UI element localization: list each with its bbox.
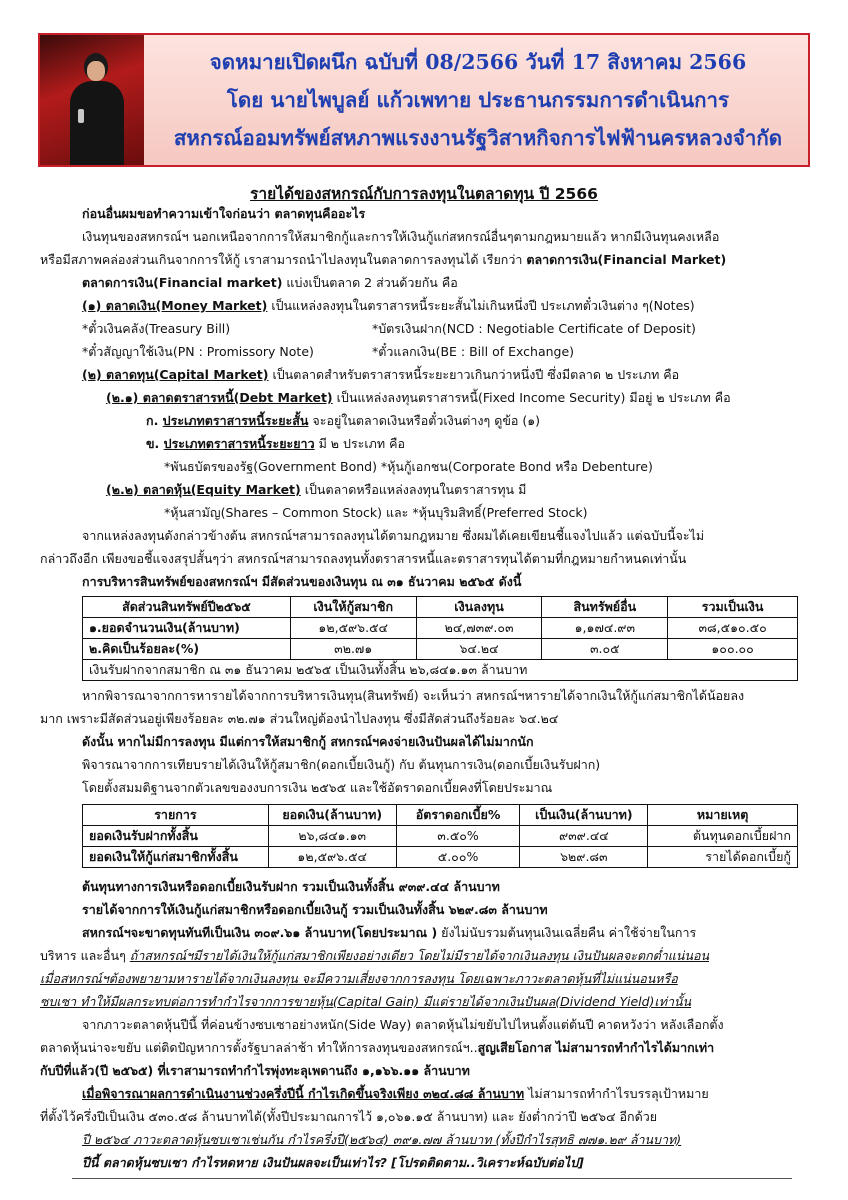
table-row [83,847,798,868]
market-split-line [82,274,458,292]
treasury-bill-item: *ตั๋วเงินคลัง(Treasury Bill) [82,321,231,336]
table-cell: ๙๓๙.๔๔ [520,826,648,847]
conclusion-line: ดังนั้น หากไม่มีการลงทุน มีแต่การให้สมาชิกกู้ สหกรณ์ฯคงจ่ายเงินปันผลได้ไม่มากนัก [82,734,534,749]
microphone-icon [78,109,84,123]
table-cell: ๖๔.๒๔ [416,639,542,660]
bond-types-line: *พันธบัตรของรัฐ(Government Bond) *หุ้นกู้เอกชน(Corporate Bond หรือ Debenture) [164,459,653,474]
table-cell: ๒.คิดเป็นร้อยละ(%) [83,639,291,660]
table-cell: ๒๖,๘๔๑.๑๓ [268,826,396,847]
short-term-marker: ก. [146,413,163,428]
table-row [83,639,798,660]
table-header-cell: อัตราดอกเบี้ย% [396,805,520,826]
equity-market-line [106,481,526,499]
page-title: รายได้ของสหกรณ์กับการลงทุนในตลาดทุน ปี 2566 [250,185,598,203]
financial-market-label: ตลาดการเงิน(Financial market) [82,275,283,290]
table-cell: ๓๘,๕๑๐.๕๐ [668,618,798,639]
table-header-cell: ยอดเงิน(ล้านบาท) [268,805,396,826]
capital-market-line [82,366,679,384]
asset-allocation-heading: การบริหารสินทรัพย์ของสหกรณ์ฯ มีสัดส่วนของเงินทุน ณ ๓๑ ธันวาคม ๒๕๖๕ ดังนี้ [82,574,522,589]
table-row [83,618,798,639]
stock-types-line: *หุ้นสามัญ(Shares – Common Stock) และ *หุ้นบุริมสิทธิ์(Preferred Stock) [164,505,588,520]
long-term-marker: ข. [146,436,164,451]
target-line: ที่ตั้งไว้ครึ่งปีเป็นเงิน ๕๓๐.๕๘ ล้านบาทได้(ทั้งปีประมาณการไว้ ๑,๐๖๑.๑๕ ล้านบาท) และ ยังต่ำกว่าปี ๒๕๖๔ อีกด้วย [40,1109,658,1124]
bill-of-exchange-item: *ตั๋วแลกเงิน(BE : Bill of Exchange) [372,344,575,359]
financial-market-term: ตลาดการเงิน(Financial Market) [526,252,727,267]
long-term-debt-line [146,435,405,453]
interest-comparison-table [82,804,798,868]
table-cell: ๑๒,๕๙๖.๕๔ [268,847,396,868]
admin-text: บริหาร และอื่นๆ [40,948,130,963]
para-1-line-1: เงินทุนของสหกรณ์ฯ นอกเหนือจากการให้สมาชิกกู้และการให้เงินกู้แก่สหกรณ์อื่นๆตามกฎหมายแล้ว หากมีเงินทุนคงเหลือ [82,229,720,244]
equity-market-text: เป็นตลาดหรือแหล่งลงทุนในตราสารทุน มี [300,482,527,497]
table-header-row [83,805,798,826]
short-term-debt-line [146,412,540,430]
table-header-cell: สัดส่วนสินทรัพย์ปี๒๕๖๕ [83,597,291,618]
para-1-line-2 [40,251,726,269]
table-header-cell: เงินลงทุน [416,597,542,618]
closing-line: ปีนี้ ตลาดหุ้นซบเซา กำไรหดหาย เงินปันผลจะเป็นเท่าไร? [โปรดติดตาม..วิเคราะห์ฉบับต่อไป] [82,1155,584,1170]
debt-market-text: เป็นแหล่งลงทุนตราสารหนี้(Fixed Income Security) มีอยู่ ๒ ประเภท คือ [332,390,731,405]
table-header-cell: สินทรัพย์อื่น [542,597,668,618]
comparison-line: พิจารณาจากการเทียบรายได้เงินให้กู้สมาชิก(ดอกเบี้ยเงินกู้) กับ ต้นทุนการเงิน(ดอกเบี้ยเงินรับฝาก) [82,757,601,772]
header-line-2: โดย นายไพบูลย์ แก้วเพทาย ประธานกรรมการดำเนินการ [226,88,730,112]
capital-market-label: (๒) ตลาดทุน(Capital Market) [82,367,269,382]
risk-line-2: ซบเซา ทำให้มีผลกระทบต่อการทำกำไรจากการขายหุ้น(Capital Gain) มีแต่รายได้จากเงินปันผล(Dividend Yield)เท่านั้น [40,994,692,1009]
table-header-cell: เป็นเงิน(ล้านบาท) [520,805,648,826]
table-header-cell: รวมเป็นเงิน [668,597,798,618]
table-cell: ๓๒.๗๑ [290,639,416,660]
banner-text [152,43,804,157]
ncd-item: *บัตรเงินฝาก(NCD : Negotiable Certificate of Deposit) [372,321,696,336]
photo-face [87,61,105,81]
promissory-note-item: *ตั๋วสัญญาใช้เงิน(PN : Promissory Note) [82,344,314,359]
table-header-cell: รายการ [83,805,269,826]
assumption-line: โดยตั้งสมมติฐานจากตัวเลขของงบการเงิน ๒๕๖๕ และใช้อัตราดอกเบี้ยคงที่โดยประมาณ [82,780,553,795]
table-cell: ยอดเงินให้กู้แก่สมาชิกทั้งสิ้น [83,847,269,868]
table-header-row [83,597,798,618]
table-footer-row [83,660,798,681]
para-2-line-2: กล่าวถึงอีก เพียงขอชี้แจงสรุปสั้นๆว่า สหกรณ์ฯสามารถลงทุนทั้งตราสารหนี้และตราสารทุนได้ตามที่กฎหมายกำหนดเท่านั้น [40,551,687,566]
market-line-1: จากภาวะตลาดหุ้นปีนี้ ที่ค่อนข้างซบเซาอย่างหนัก(Side Way) ตลาดหุ้นไม่ขยับไปไหนตั้งแต่ต้นปี คาดหวังว่า หลังเลือกตั้ง [82,1017,724,1032]
loss-note: ยังไม่นับรวมต้นทุนเงินเฉลี่ยคืน ค่าใช้จ่ายในการ [437,925,697,940]
table-cell: ๒๔,๗๓๙.๐๓ [416,618,542,639]
half-year-note: ไม่สามารถทำกำไรบรรลุเป้าหมาย [524,1086,709,1101]
header-line-1: จดหมายเปิดผนึก ฉบับที่ 08/2566 วันที่ 17 สิงหาคม 2566 [209,50,747,74]
bottom-rule [72,1178,792,1179]
table-cell: ๑๐๐.๐๐ [668,639,798,660]
half-year-profit: เมื่อพิจารณาผลการดำเนินงานช่วงครึ่งปีนี้ กำไรเกิดขึ้นจริงเพียง ๓๒๔.๘๘ ล้านบาท [82,1086,525,1101]
table-header-cell: เงินให้กู้สมาชิก [290,597,416,618]
equity-market-label: (๒.๒) ตลาดหุ้น(Equity Market) [106,482,301,497]
money-market-text: เป็นแหล่งลงทุนในตราสารหนี้ระยะสั้นไม่เกินหนึ่งปี ประเภทตั๋วเงินต่าง ๆ(Notes) [267,298,695,313]
table-cell: ๖๒๙.๘๓ [520,847,648,868]
money-market-label: (๑) ตลาดเงิน(Money Market) [82,298,268,313]
header-line-3: สหกรณ์ออมทรัพย์สหภาพแรงงานรัฐวิสาหกิจการไฟฟ้านครหลวงจำกัด [173,126,783,150]
para-3-line-1: หากพิจารณาจากการหารายได้จากการบริหารเงินทุน(สินทรัพย์) จะเห็นว่า สหกรณ์ฯหารายได้จากเงินให้กู้แก่สมาชิกได้น้อยลง [82,688,745,703]
cost-total-line: ต้นทุนทางการเงินหรือดอกเบี้ยเงินรับฝาก รวมเป็นเงินทั้งสิ้น ๙๓๙.๔๔ ล้านบาท [82,879,500,894]
table-cell: ยอดเงินรับฝากทั้งสิ้น [83,826,269,847]
last-year-profit-line: กับปีที่แล้ว(ปี ๒๕๖๕) ที่เราสามารถทำกำไรพุ่งทะลุเพดานถึง ๑,๑๖๖.๑๑ ล้านบาท [40,1063,470,1078]
header-banner [38,33,810,167]
long-term-debt-label: ประเภทตราสารหนี้ระยะยาว [163,436,315,451]
chairman-photo [40,35,144,165]
debt-market-label: (๒.๑) ตลาดตราสารหนี้(Debt Market) [106,390,333,405]
table-row [83,826,798,847]
table-cell: รายได้ดอกเบี้ยกู้ [648,847,798,868]
table-cell: ๓.๐๕ [542,639,668,660]
risk-line-1: เมื่อสหกรณ์ฯต้องพยายามหารายได้จากเงินลงทุน จะมีความเสี่ยงจากการลงทุน โดยเฉพาะภาวะตลาดหุ้นที่ไม่แน่นอนหรือ [40,971,678,986]
table-cell: ๑.ยอดจำนวนเงิน(ล้านบาท) [83,618,291,639]
income-total-line: รายได้จากการให้เงินกู้แก่สมาชิกหรือดอกเบี้ยเงินกู้ รวมเป็นเงินทั้งสิ้น ๖๒๙.๘๓ ล้านบาท [82,902,548,917]
market-line-2 [40,1039,714,1057]
market-split-text: แบ่งเป็นตลาด 2 ส่วนด้วยกัน คือ [282,275,458,290]
deposit-total-note: เงินรับฝากจากสมาชิก ณ ๓๑ ธันวาคม ๒๕๖๕ เป็นเงินทั้งสิ้น ๒๖,๘๔๑.๑๓ ล้านบาท [83,660,798,681]
dividend-warning: ถ้าสหกรณ์ฯมีรายได้เงินให้กู้แก่สมาชิกเพียงอย่างเดียว โดยไม่มีรายได้จากเงินลงทุน เงินปันผลจะตกต่ำแน่นอน [129,948,710,963]
photo-torso [70,81,124,165]
capital-market-text: เป็นตลาดสำหรับตราสารหนี้ระยะยาวเกินกว่าหนึ่งปี ซึ่งมีตลาด ๒ ประเภท คือ [268,367,680,382]
lost-opportunity-text: สูญเสียโอกาส ไม่สามารถทำกำไรได้มากเท่า [477,1040,715,1055]
money-market-line [82,297,695,315]
debt-market-line [106,389,731,407]
para-2-line-1: จากแหล่งลงทุนดังกล่าวข้างต้น สหกรณ์ฯสามารถลงทุนได้ตามกฎหมาย ซึ่งผมได้เคยเขียนชี้แจงไปแล้ว แต่ฉบับนี้จะไม่ [82,528,705,543]
long-term-debt-text: มี ๒ ประเภท คือ [314,436,405,451]
table-header-cell: หมายเหตุ [648,805,798,826]
loss-line [82,924,696,942]
asset-allocation-table [82,596,798,681]
half-year-line [82,1085,709,1103]
short-term-debt-text: จะอยู่ในตลาดเงินหรือตั๋วเงินต่างๆ ดูข้อ (๑) [308,413,541,428]
para-1-text: หรือมีสภาพคล่องส่วนเกินจากการให้กู้ เราสามารถนำไปลงทุนในตลาดการลงทุนได้ เรียกว่า [40,252,527,267]
short-term-debt-label: ประเภทตราสารหนี้ระยะสั้น [162,413,309,428]
year-2564-line: ปี ๒๕๖๔ ภาวะตลาดหุ้นซบเซาเช่นกัน กำไรครึ่งปี(๒๕๖๔) ๓๙๑.๗๗ ล้านบาท (ทั้งปีกำไรสุทธิ ๗๗๑.๒๙ ล้านบาท) [82,1132,682,1147]
loss-amount: สหกรณ์ฯจะขาดทุนทันทีเป็นเงิน ๓๐๙.๖๑ ล้านบาท(โดยประมาณ ) [82,925,438,940]
table-cell: ต้นทุนดอกเบี้ยฝาก [648,826,798,847]
table-cell: ๕.๐๐% [396,847,520,868]
table-cell: ๑๒,๕๙๖.๕๔ [290,618,416,639]
para-3-line-2: มาก เพราะมีสัดส่วนอยู่เพียงร้อยละ ๓๒.๗๑ ส่วนใหญ่ต้องนำไปลงทุน ซึ่งมีสัดส่วนถึงร้อยละ ๖๔.๒๔ [40,711,559,726]
table-cell: ๑,๑๗๔.๙๓ [542,618,668,639]
admin-line [40,947,709,965]
table-cell: ๓.๕๐% [396,826,520,847]
intro-question: ก่อนอื่นผมขอทำความเข้าใจก่อนว่า ตลาดทุนคืออะไร [82,206,366,221]
market-text: ตลาดหุ้นน่าจะขยับ แต่ติดปัญหาการตั้งรัฐบาลล่าช้า ทำให้การลงทุนของสหกรณ์ฯ.. [40,1040,478,1055]
